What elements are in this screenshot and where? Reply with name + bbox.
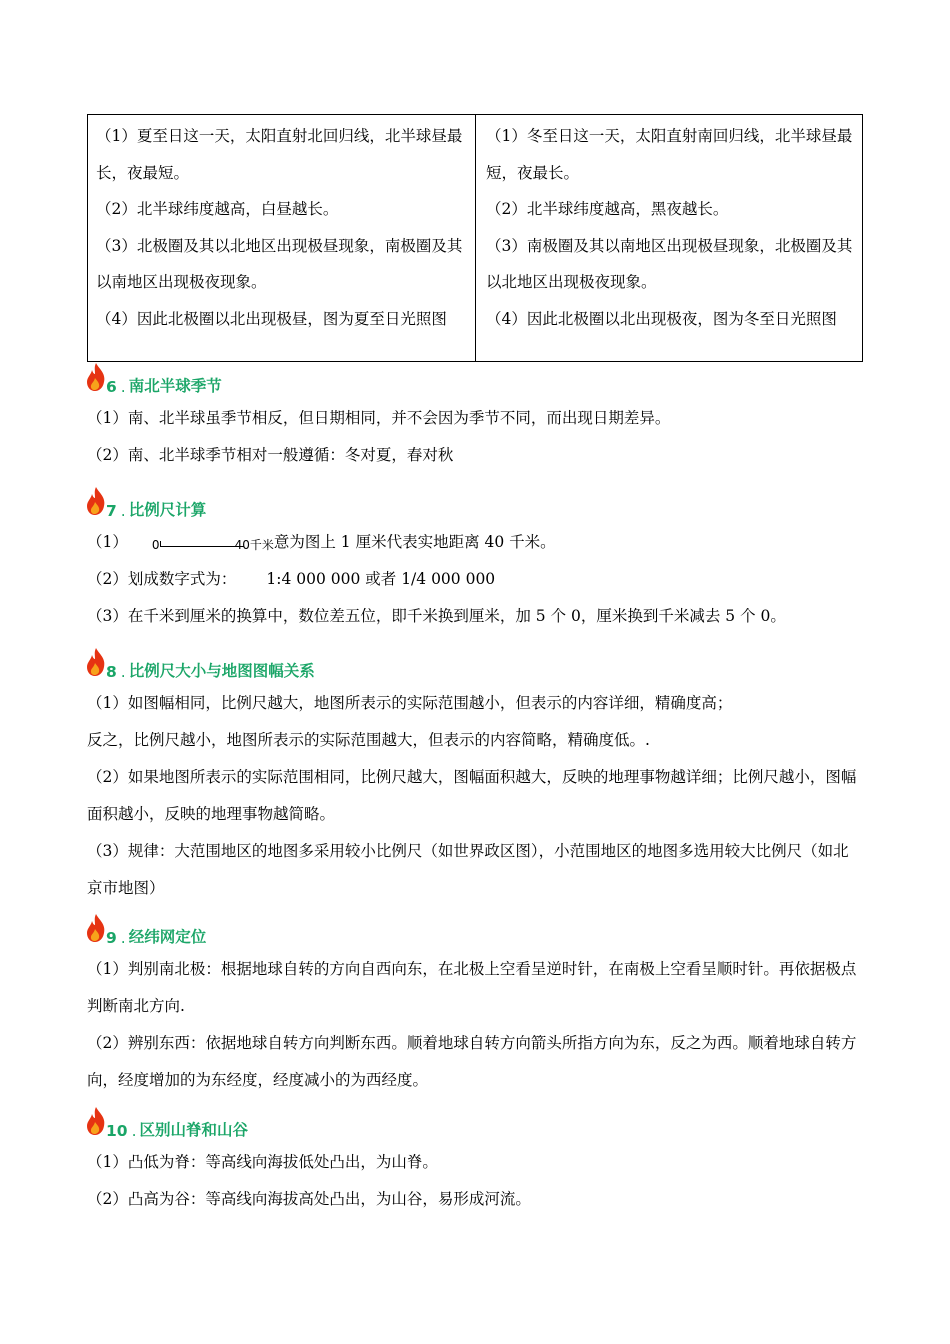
section-separator: . — [120, 929, 126, 947]
scale-line-text: 意为图上 1 厘米代表实地距离 40 千米。 — [273, 533, 556, 551]
line-scale-graphic — [151, 533, 274, 553]
summer-solstice-column — [88, 115, 475, 361]
section-number: 9 — [106, 929, 117, 947]
table-cell-line: （1）冬至日这一天，太阳直射南回归线，北半球昼最短，夜最长。 — [486, 127, 853, 182]
section-number: 6 — [106, 378, 117, 396]
paragraph-line: （1）如图幅相同，比例尺越大，地图所表示的实际范围越小，但表示的内容详细，精确度高； — [87, 694, 733, 712]
table-cell-line: （4）因此北极圈以北出现极昼，图为夏至日光照图 — [96, 309, 447, 328]
section-heading — [87, 1110, 857, 1140]
table-cell-line: （2）北半球纬度越高，白昼越长。 — [96, 200, 339, 218]
paragraph-line: （1）凸低为脊：等高线向海拔低处凸出，为山脊。 — [87, 1153, 438, 1171]
paragraph-line: （2）凸高为谷：等高线向海拔高处凸出，为山谷，易形成河流。 — [87, 1190, 531, 1208]
flame-icon — [85, 647, 107, 677]
section-scale-and-map-size — [87, 651, 857, 907]
solstice-comparison-table — [87, 114, 863, 362]
paragraph-line: （2）辨别东西：依据地球自转方向判断东西。顺着地球自转方向箭头所指方向为东，反之为西。顺着地球自转方向，经度增加的为东经度，经度减小的为西经度。 — [87, 1034, 857, 1089]
section-title: 南北半球季节 — [128, 377, 222, 395]
paragraph-line: （3）在千米到厘米的换算中，数位差五位，即千米换到厘米，加 5 个 0，厘米换到千米减去 5 个 0。 — [87, 607, 786, 625]
scale-line — [87, 524, 857, 561]
section-hemisphere-seasons — [87, 366, 857, 474]
section-scale-calculation — [87, 490, 857, 635]
section-separator: . — [131, 1122, 137, 1140]
section-graticule-positioning — [87, 917, 857, 1099]
winter-solstice-column — [475, 115, 862, 361]
section-separator: . — [120, 663, 126, 681]
section-title: 区别山脊和山谷 — [139, 1121, 249, 1139]
paragraph-line: （2）如果地图所表示的实际范围相同，比例尺越大，图幅面积越大，反映的地理事物越详细；比例尺越小，图幅面积越小，反映的地理事物越简略。 — [87, 768, 857, 823]
paragraph-line: （1）判别南北极：根据地球自转的方向自西向东，在北极上空看呈逆时针，在南极上空看呈顺时针。再依据极点判断南北方向. — [87, 960, 857, 1015]
table-cell-line: （4）因此北极圈以北出现极夜，图为冬至日光照图 — [486, 309, 837, 328]
table-cell-line: （3）南极圈及其以南地区出现极昼现象，北极圈及其以北地区出现极夜现象。 — [486, 236, 853, 291]
scale-line-prefix: （1） — [87, 533, 128, 551]
section-title: 比例尺大小与地图图幅关系 — [128, 662, 315, 680]
section-heading — [87, 917, 857, 947]
flame-icon — [85, 486, 107, 516]
flame-icon — [85, 1106, 107, 1136]
table-cell-line: （3）北极圈及其以北地区出现极昼现象，南极圈及其以南地区出现极夜现象。 — [96, 236, 463, 291]
flame-icon — [85, 913, 107, 943]
section-separator: . — [120, 502, 126, 520]
section-heading — [87, 651, 857, 681]
ratio-value: 1:4 000 000 或者 1/4 000 000 — [266, 570, 496, 588]
flame-icon — [85, 362, 107, 392]
table-cell-line: （1）夏至日这一天，太阳直射北回归线，北半球昼最长，夜最短。 — [96, 127, 463, 182]
section-heading — [87, 366, 857, 396]
section-number: 10 — [106, 1122, 128, 1140]
section-heading — [87, 490, 857, 520]
section-separator: . — [120, 378, 126, 396]
section-ridge-and-valley — [87, 1110, 857, 1218]
scale-end-label: 40千米 — [234, 537, 274, 552]
scale-bar — [160, 541, 244, 547]
paragraph-line: （2）南、北半球季节相对一般遵循：冬对夏，春对秋 — [87, 446, 454, 464]
section-number: 7 — [106, 502, 117, 520]
table-cell-line: （2）北半球纬度越高，黑夜越长。 — [486, 200, 729, 218]
paragraph-line: （1）南、北半球虽季节相反，但日期相同，并不会因为季节不同，而出现日期差异。 — [87, 409, 671, 427]
section-title: 比例尺计算 — [128, 501, 207, 519]
ratio-line — [87, 561, 857, 598]
section-title: 经纬网定位 — [128, 928, 207, 946]
paragraph-line: （3）规律：大范围地区的地图多采用较小比例尺（如世界政区图），小范围地区的地图多选用较大比例尺（如北京市地图） — [87, 842, 849, 897]
scale-zero-label: 0 — [151, 537, 160, 552]
paragraph-line: 反之，比例尺越小，地图所表示的实际范围越大，但表示的内容简略，精确度低。. — [87, 731, 650, 749]
section-number: 8 — [106, 663, 117, 681]
ratio-label: （2）划成数字式为： — [87, 570, 237, 588]
